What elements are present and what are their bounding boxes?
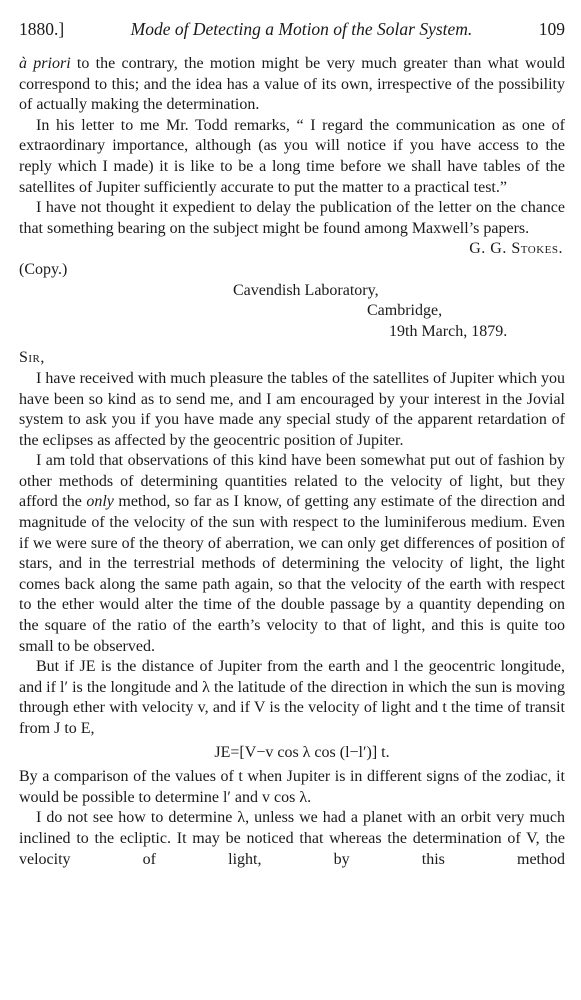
paragraph-2: In his letter to me Mr. Todd remarks, “ I regard the communication as one of extraordinary importance, although (as you will notice if you have access to the reply which I made) it is like to be a long time before we shall have tables of the satellites of Jupiter sufficiently accurate to put the matter to a practical test.” [19, 116, 565, 196]
paragraph-6: But if JE is the distance of Jupiter from the earth and l the geocentric longitude, and if l′ is the longitude and λ the latitude of the direction in which the sun is moving through ether with velocity v, and if V is the velocity of light and t the time of transit from J to E, [19, 658, 565, 737]
paragraph-1-text: to the contrary, the motion might be very much greater than what would correspond to this; and the idea has a value of its own, irrespective of the possibility of actually making the determination. [19, 55, 566, 114]
salutation-text: Sir, [19, 349, 45, 367]
signature-text: G. G. Stokes. [469, 240, 563, 258]
copy-label: (Copy.) [19, 260, 68, 278]
header-year: 1880.] [19, 19, 65, 39]
paragraph-3: I have not thought it expedient to delay the publication of the letter on the chance that something bearing on the subject might be found among Maxwell’s papers. [19, 199, 565, 237]
salutation [19, 348, 565, 369]
paragraph-5 [19, 451, 565, 657]
header-title: Mode of Detecting a Motion of the Solar System. [130, 19, 473, 39]
signature [19, 239, 565, 260]
paragraph-5-text-a: I am told that observations of this kind have been somewhat put out of fashion by other methods of determining quantities related to the velocity of light, but they afford the [19, 452, 565, 511]
equation: JE=[V−v cos λ cos (l−l′)] t. [214, 743, 390, 761]
paragraph-5-italic: only [86, 493, 114, 511]
document-page [19, 18, 565, 870]
address-line-2: Cambridge, [367, 302, 443, 320]
paragraph-1-italic-lead: à priori [19, 55, 71, 72]
paragraph-8: I do not see how to determine λ, unless we had a planet with an orbit very much inclined to the ecliptic. It may be noticed that whereas the determination of V, the velocity of light, by this method [19, 809, 565, 868]
address-line-1: Cavendish Laboratory, [233, 281, 379, 299]
paragraph-1 [19, 54, 565, 116]
header-page-number: 109 [538, 19, 565, 39]
paragraph-7: By a comparison of the values of t when Jupiter is in different signs of the zodiac, it would be possible to determine l′ and v cos λ. [19, 768, 565, 806]
address-line-3: 19th March, 1879. [389, 322, 508, 340]
paragraph-5-text-b: method, so far as I know, of getting any estimate of the direction and magnitude of the velocity of the sun with respect to the luminiferous medium. Even if we were sure of the theory of aberration, we can only get differences of position of stars, and in the terrestrial methods of determining the velocity of light, the light comes back along the same path again, so that the velocity of the earth with respect to the ether would alter the time of the double passage by a quantity depending on the square of the ratio of the earth’s velocity to that of light, and this is quite too small to be observed. [19, 493, 566, 655]
running-header [19, 18, 565, 40]
paragraph-4: I have received with much pleasure the tables of the satellites of Jupiter which you have been so kind as to send me, and I am encouraged by your interest in the Jovial system to ask you if you have made any special study of the apparent retardation of the eclipses as affected by the geocentric position of Jupiter. [19, 369, 565, 449]
